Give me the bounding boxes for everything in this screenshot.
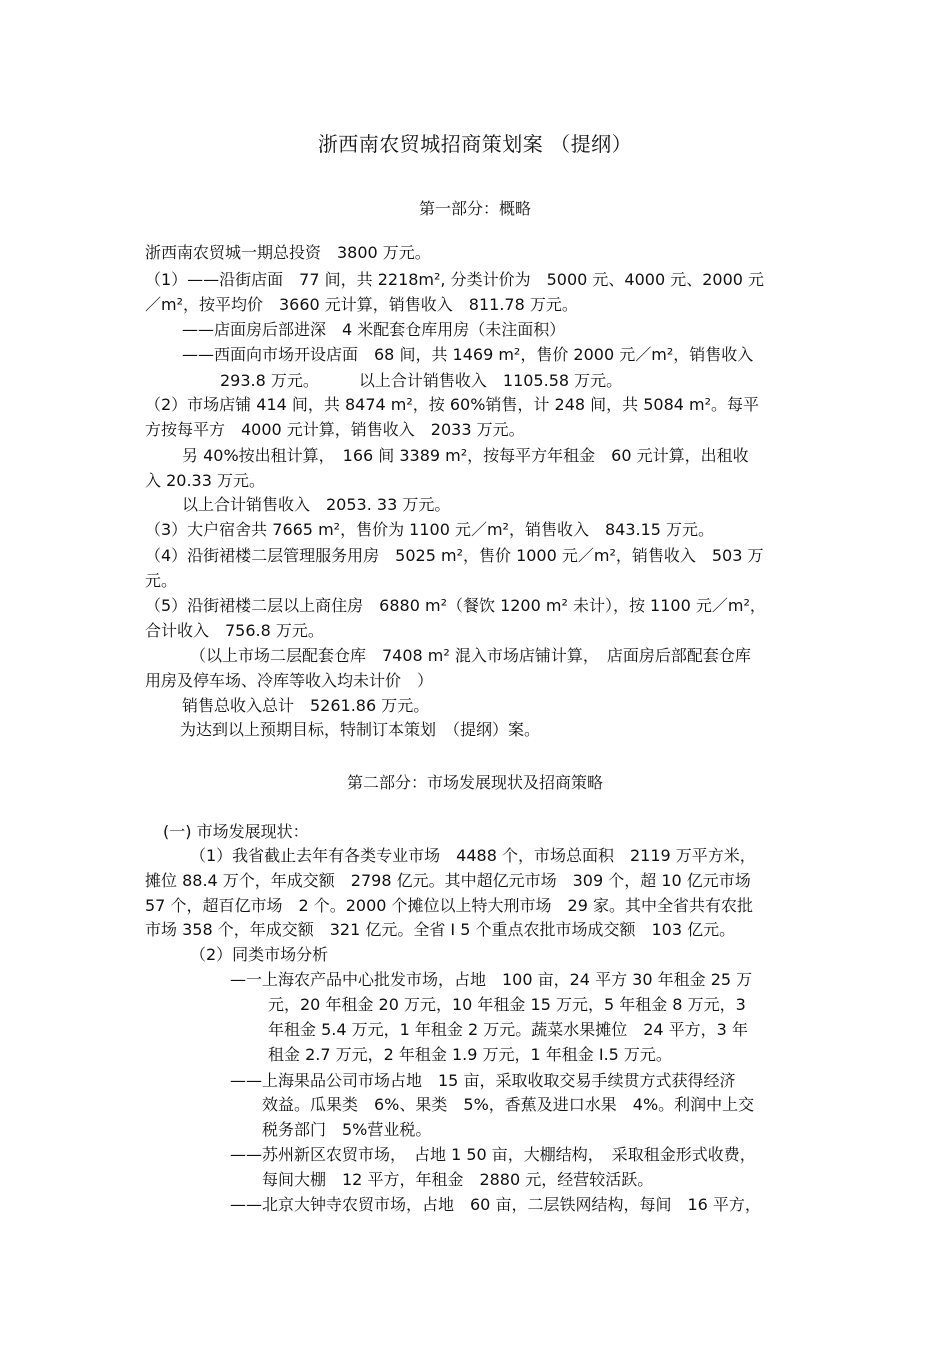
- paragraph-line: —一上海农产品中心批发市场，占地 100 亩，24 平方 30 年租金 25 万: [230, 970, 753, 989]
- paragraph-line: 另 40%按出租计算， 166 间 3389 m²，按每平方年租金 60 元计算，出租收: [182, 446, 749, 465]
- paragraph-line: （5）沿街裙楼二层以上商住房 6880 m²（餐饮 1200 m² 未计），按 1100 元／m²，: [145, 596, 766, 615]
- paragraph-line: 摊位 88.4 万个，年成交额 2798 亿元。其中超亿元市场 309 个，超 10 亿元市场: [145, 871, 751, 890]
- paragraph-line: 税务部门 5%营业税。: [262, 1120, 432, 1139]
- paragraph-line: 合计收入 756.8 万元。: [145, 621, 324, 640]
- paragraph-line: 每间大棚 12 平方，年租金 2880 元，经营较活跃。: [262, 1170, 654, 1189]
- paragraph-line: 销售总收入总计 5261.86 万元。: [182, 696, 430, 715]
- paragraph-line: ／m²，按平均价 3660 元计算，销售收入 811.78 万元。: [145, 295, 578, 314]
- paragraph-line: 用房及停车场、冷库等收入均未计价 ）: [145, 671, 434, 690]
- paragraph-line: 租金 2.7 万元，2 年租金 1.9 万元，1 年租金 I.5 万元。: [268, 1045, 672, 1064]
- paragraph-line: 市场 358 个，年成交额 321 亿元。全省 I 5 个重点农批市场成交额 103 亿元。: [145, 920, 736, 939]
- paragraph-line: 浙西南农贸城一期总投资 3800 万元。: [145, 243, 431, 262]
- paragraph-line: （3）大户宿舍共 7665 m²，售价为 1100 元／m²，销售收入 843.15 万元。: [145, 520, 715, 539]
- paragraph-line: 入 20.33 万元。: [145, 471, 265, 490]
- paragraph-line: 以上合计销售收入 2053. 33 万元。: [182, 495, 451, 514]
- paragraph-line: 为达到以上预期目标，特制订本策划 （提纲）案。: [180, 720, 541, 739]
- paragraph-line: 年租金 5.4 万元，1 年租金 2 万元。蔬菜水果摊位 24 平方，3 年: [268, 1020, 748, 1039]
- paragraph-line: ——北京大钟寺农贸市场，占地 60 亩，二层铁网结构，每间 16 平方，: [230, 1195, 761, 1214]
- paragraph-line: 元，20 年租金 20 万元，10 年租金 15 万元，5 年租金 8 万元，3: [268, 995, 746, 1014]
- paragraph-line: （以上市场二层配套仓库 7408 m² 混入市场店铺计算， 店面房后部配套仓库: [190, 646, 751, 665]
- part2-heading: 第二部分：市场发展现状及招商策略: [346, 773, 603, 792]
- paragraph-line: 元。: [145, 571, 178, 590]
- paragraph-line: （2）市场店铺 414 间，共 8474 m²，按 60%销售，计 248 间，共 5084 m²。每平: [145, 395, 760, 414]
- paragraph-line: （4）沿街裙楼二层管理服务用房 5025 m²，售价 1000 元／m²，销售收入 503 万: [145, 546, 764, 565]
- paragraph-line: (一) 市场发展现状：: [163, 822, 309, 841]
- paragraph-line: ——苏州新区农贸市场， 占地 1 50 亩，大棚结构， 采取租金形式收费，: [230, 1145, 756, 1164]
- paragraph-line: 293.8 万元。 以上合计销售收入 1105.58 万元。: [220, 371, 623, 390]
- paragraph-line: （2）同类市场分析: [190, 945, 329, 964]
- paragraph-line: ——上海果品公司市场占地 15 亩，采取收取交易手续贯方式获得经济: [230, 1071, 736, 1090]
- paragraph-line: ——西面向市场开设店面 68 间，共 1469 m²，售价 2000 元／m²，销售收入: [182, 345, 754, 364]
- paragraph-line: （1）我省截止去年有各类专业市场 4488 个，市场总面积 2119 万平方米，: [190, 846, 756, 865]
- paragraph-line: 57 个，超百亿市场 2 个。2000 个摊位以上特大刑市场 29 家。其中全省共有农批: [145, 896, 753, 915]
- document-title: 浙西南农贸城招商策划案 （提纲）: [317, 132, 633, 156]
- part1-heading: 第一部分：概略: [418, 199, 531, 218]
- paragraph-line: （1）——沿街店面 77 间，共 2218m², 分类计价为 5000 元、4000 元、2000 元: [145, 270, 765, 289]
- paragraph-line: ——店面房后部进深 4 米配套仓库用房（未注面积）: [182, 320, 566, 339]
- paragraph-line: 效益。瓜果类 6%、果类 5%，香蕉及进口水果 4%。利润中上交: [262, 1095, 755, 1114]
- paragraph-line: 方按每平方 4000 元计算，销售收入 2033 万元。: [145, 420, 525, 439]
